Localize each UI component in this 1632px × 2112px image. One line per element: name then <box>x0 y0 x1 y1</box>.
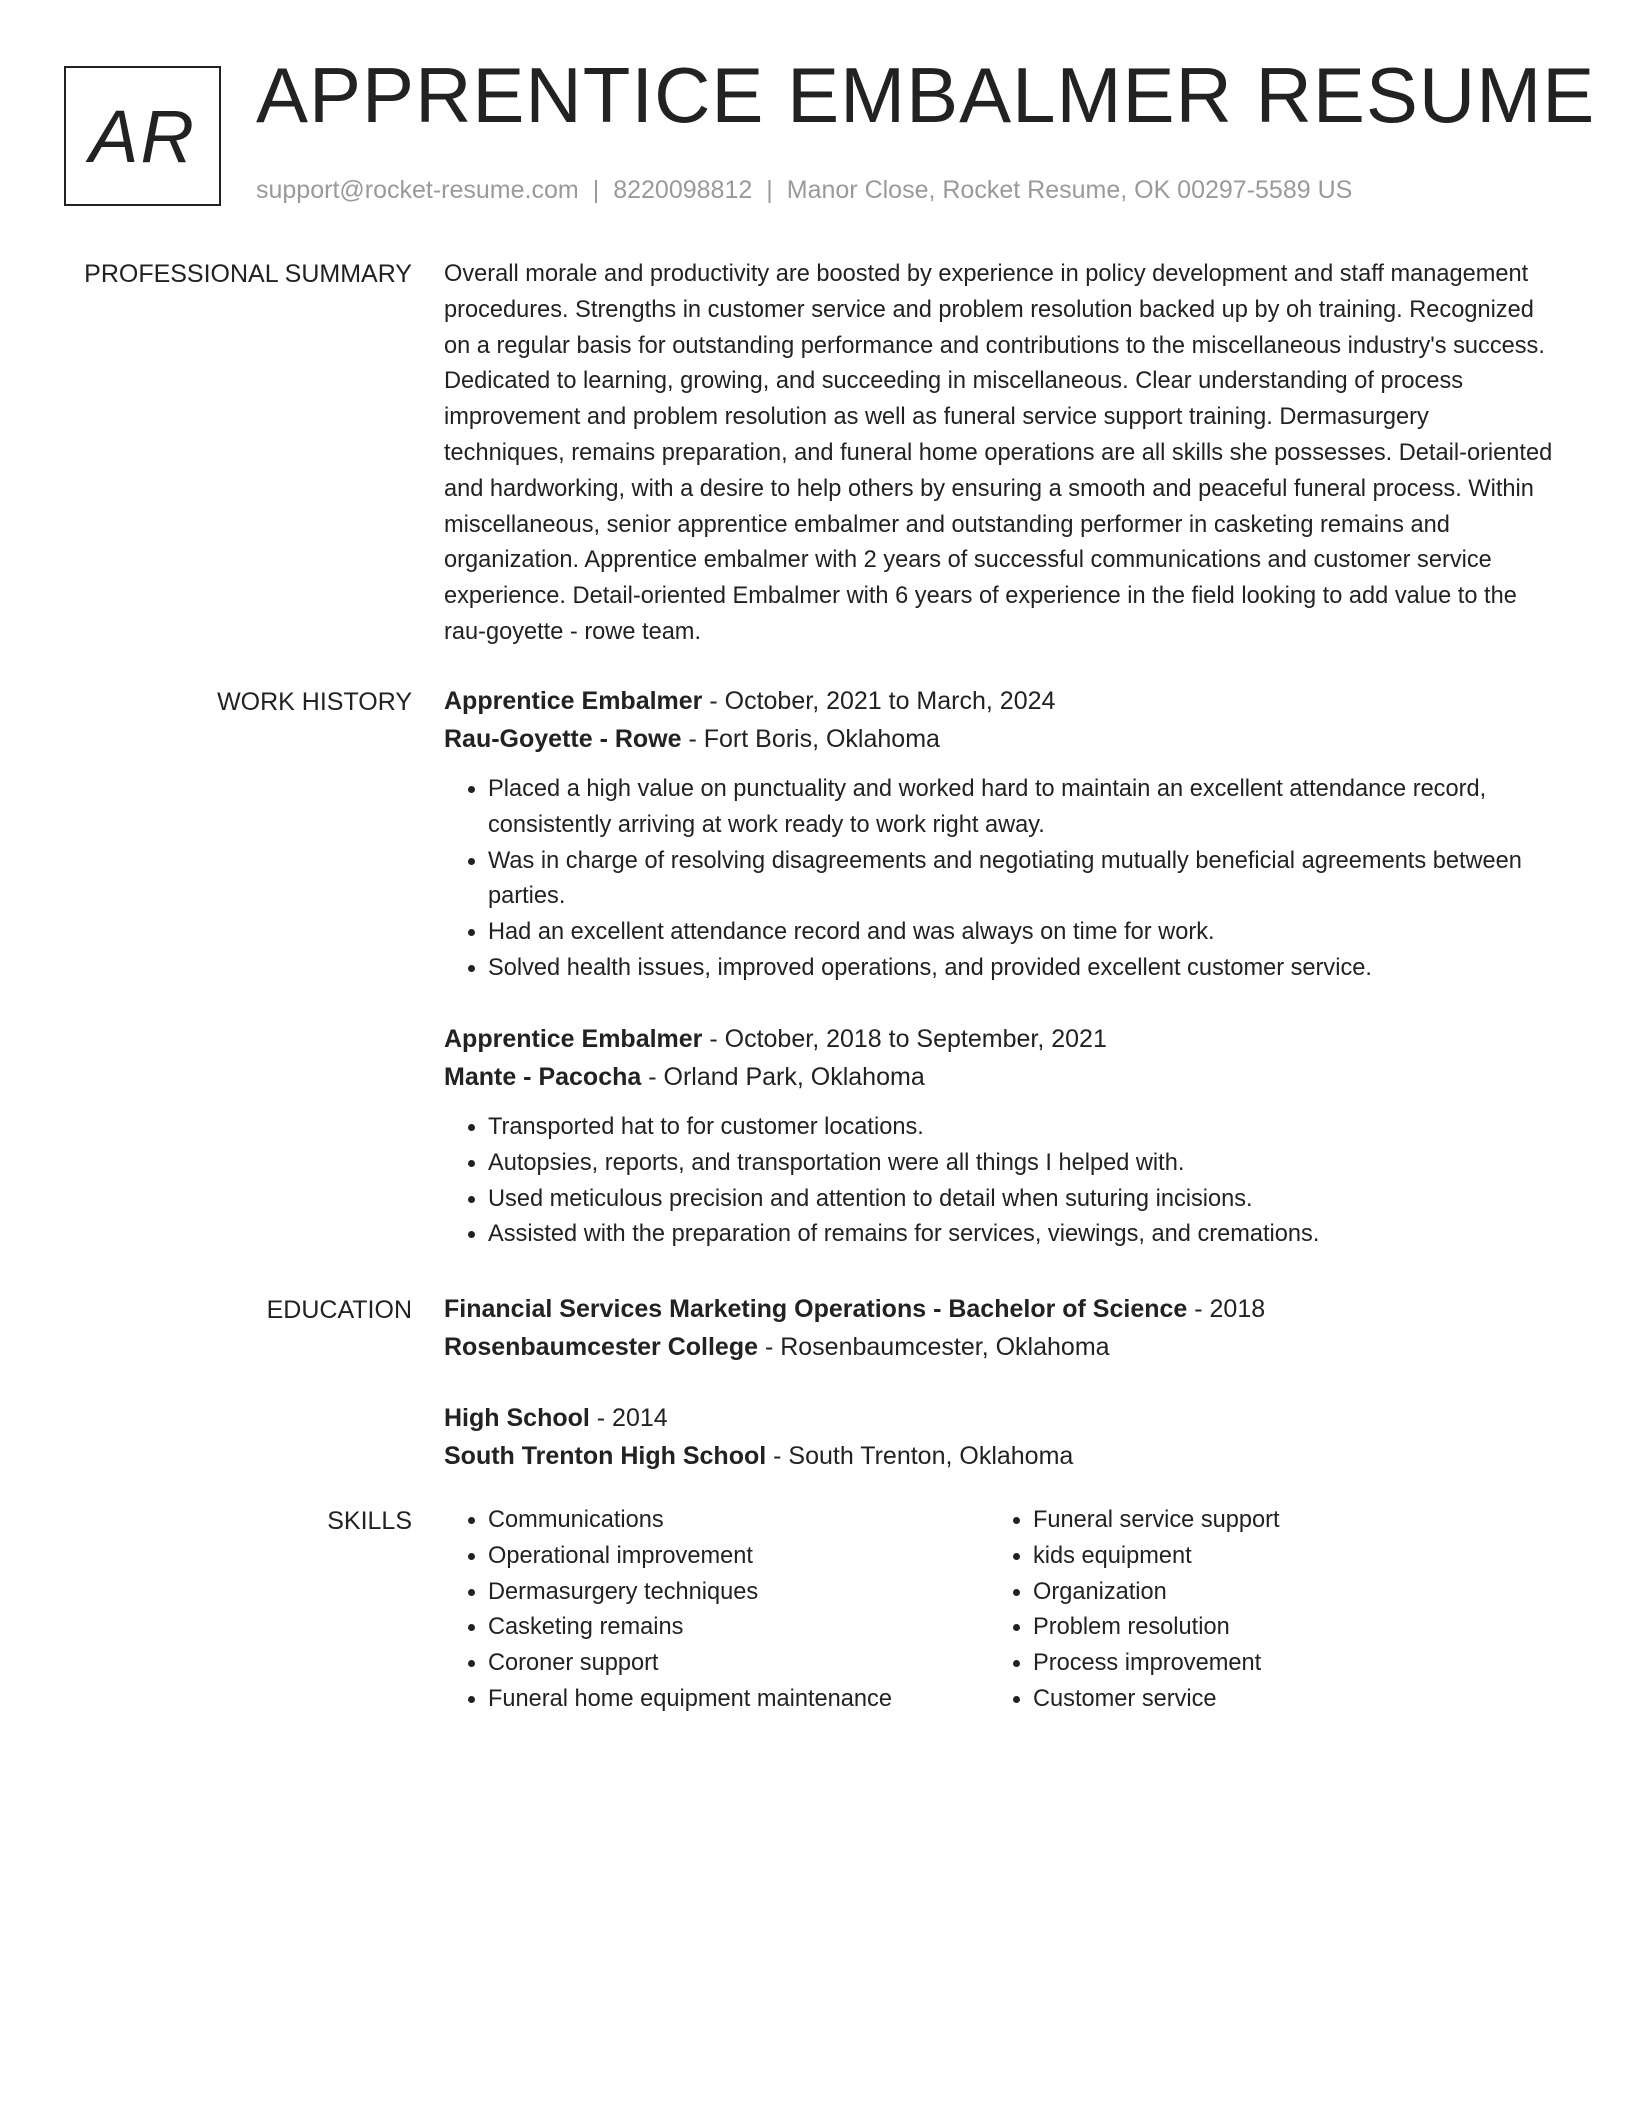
school-location: - South Trenton, Oklahoma <box>766 1442 1074 1470</box>
page-title: APPRENTICE EMBALMER RESUME <box>256 51 1596 139</box>
school-name: Rosenbaumcester College <box>444 1333 758 1361</box>
degree-line <box>444 1290 1554 1328</box>
contact-email[interactable]: support@rocket-resume.com <box>256 176 579 204</box>
job-company: Rau-Goyette - Rowe <box>444 725 682 753</box>
school-name: South Trenton High School <box>444 1442 767 1470</box>
list-item: • Placed a high value on punctuality and worked hard to maintain an excellent attendance record, consistently arriving at work ready to work right away. <box>488 772 1554 844</box>
job-entry <box>444 1020 1554 1253</box>
skill-item: • Coroner support <box>488 1646 989 1682</box>
job-company-line <box>444 1058 1554 1096</box>
skill-item: • kids equipment <box>1033 1539 1534 1575</box>
degree-name: High School <box>444 1404 590 1432</box>
list-item: • Was in charge of resolving disagreements and negotiating mutually beneficial agreements between parties. <box>488 844 1554 916</box>
skill-item: • Funeral home equipment maintenance <box>488 1682 989 1718</box>
job-title-line <box>444 1020 1554 1058</box>
contact-line <box>256 175 1352 205</box>
summary-text: Overall morale and productivity are boosted by experience in policy development and staff management procedures. Strengths in customer service and problem resolution backed up by oh training. Recognized on a regular basis for outstanding performance and contributions to the miscellaneous industry's success. Dedicated to learning, growing, and succeeding in miscellaneous. Clear understanding of process improvement and problem resolution as well as funeral service support training. Dermasurgery techniques, remains preparation, and funeral home operations are all skills she possesses. Detail-oriented and hardworking, with a desire to help others by ensuring a smooth and peaceful funeral process. Within miscellaneous, senior apprentice embalmer and outstanding performer in casketing remains and organization. Apprentice embalmer with 2 years of successful communications and customer service experience. Detail-oriented Embalmer with 6 years of experience in the field looking to add value to the rau-goyette - rowe team. <box>444 261 1553 645</box>
summary-heading: PROFESSIONAL SUMMARY <box>84 260 412 288</box>
job-company-line <box>444 720 1554 758</box>
contact-separator: | <box>766 176 773 204</box>
job-duties-list <box>444 1110 1554 1253</box>
job-entry <box>444 682 1554 987</box>
job-duties-list <box>444 772 1554 987</box>
job-dates: - October, 2018 to September, 2021 <box>702 1025 1107 1053</box>
education-entry <box>444 1290 1554 1366</box>
skills-column-right <box>989 1503 1534 1718</box>
education-entry <box>444 1399 1554 1475</box>
skills-section <box>444 1503 1554 1718</box>
degree-year: - 2014 <box>589 1404 668 1432</box>
list-item: • Had an excellent attendance record and was always on time for work. <box>488 915 1554 951</box>
skill-item: • Casketing remains <box>488 1610 989 1646</box>
job-company: Mante - Pacocha <box>444 1063 642 1091</box>
contact-phone[interactable]: 8220098812 <box>613 176 753 204</box>
skill-item: • Communications <box>488 1503 989 1539</box>
degree-name: Financial Services Marketing Operations - Bachelor of Science <box>444 1295 1188 1323</box>
school-location: - Rosenbaumcester, Oklahoma <box>758 1333 1110 1361</box>
skills-list <box>444 1503 989 1718</box>
skill-item: • Funeral service support <box>1033 1503 1534 1539</box>
skill-item: • Dermasurgery techniques <box>488 1575 989 1611</box>
school-line <box>444 1328 1554 1366</box>
skill-item: • Customer service <box>1033 1682 1534 1718</box>
monogram-logo: AR <box>64 66 221 206</box>
skills-heading: SKILLS <box>327 1507 412 1535</box>
skills-list <box>989 1503 1534 1718</box>
skill-item: • Process improvement <box>1033 1646 1534 1682</box>
contact-separator: | <box>592 176 600 204</box>
degree-line <box>444 1399 1554 1437</box>
summary-section <box>444 257 1554 651</box>
list-item: • Autopsies, reports, and transportation were all things I helped with. <box>488 1146 1554 1182</box>
job-dates: - October, 2021 to March, 2024 <box>702 687 1056 715</box>
job-title-line <box>444 682 1554 720</box>
education-heading: EDUCATION <box>266 1296 412 1324</box>
job-location: - Orland Park, Oklahoma <box>641 1063 925 1091</box>
list-item: • Solved health issues, improved operations, and provided excellent customer service. <box>488 951 1554 987</box>
list-item: • Assisted with the preparation of remains for services, viewings, and cremations. <box>488 1217 1554 1253</box>
job-title: Apprentice Embalmer <box>444 687 703 715</box>
list-item: • Transported hat to for customer locations. <box>488 1110 1554 1146</box>
work-history-heading: WORK HISTORY <box>217 688 412 716</box>
skill-item: • Organization <box>1033 1575 1534 1611</box>
skill-item: • Operational improvement <box>488 1539 989 1575</box>
job-title: Apprentice Embalmer <box>444 1025 703 1053</box>
job-location: - Fort Boris, Oklahoma <box>681 725 940 753</box>
list-item: • Used meticulous precision and attention to detail when suturing incisions. <box>488 1182 1554 1218</box>
skill-item: • Problem resolution <box>1033 1610 1534 1646</box>
contact-address: Manor Close, Rocket Resume, OK 00297-5589 US <box>786 176 1353 204</box>
school-line <box>444 1437 1554 1475</box>
degree-year: - 2018 <box>1187 1295 1266 1323</box>
skills-column-left <box>444 1503 989 1718</box>
